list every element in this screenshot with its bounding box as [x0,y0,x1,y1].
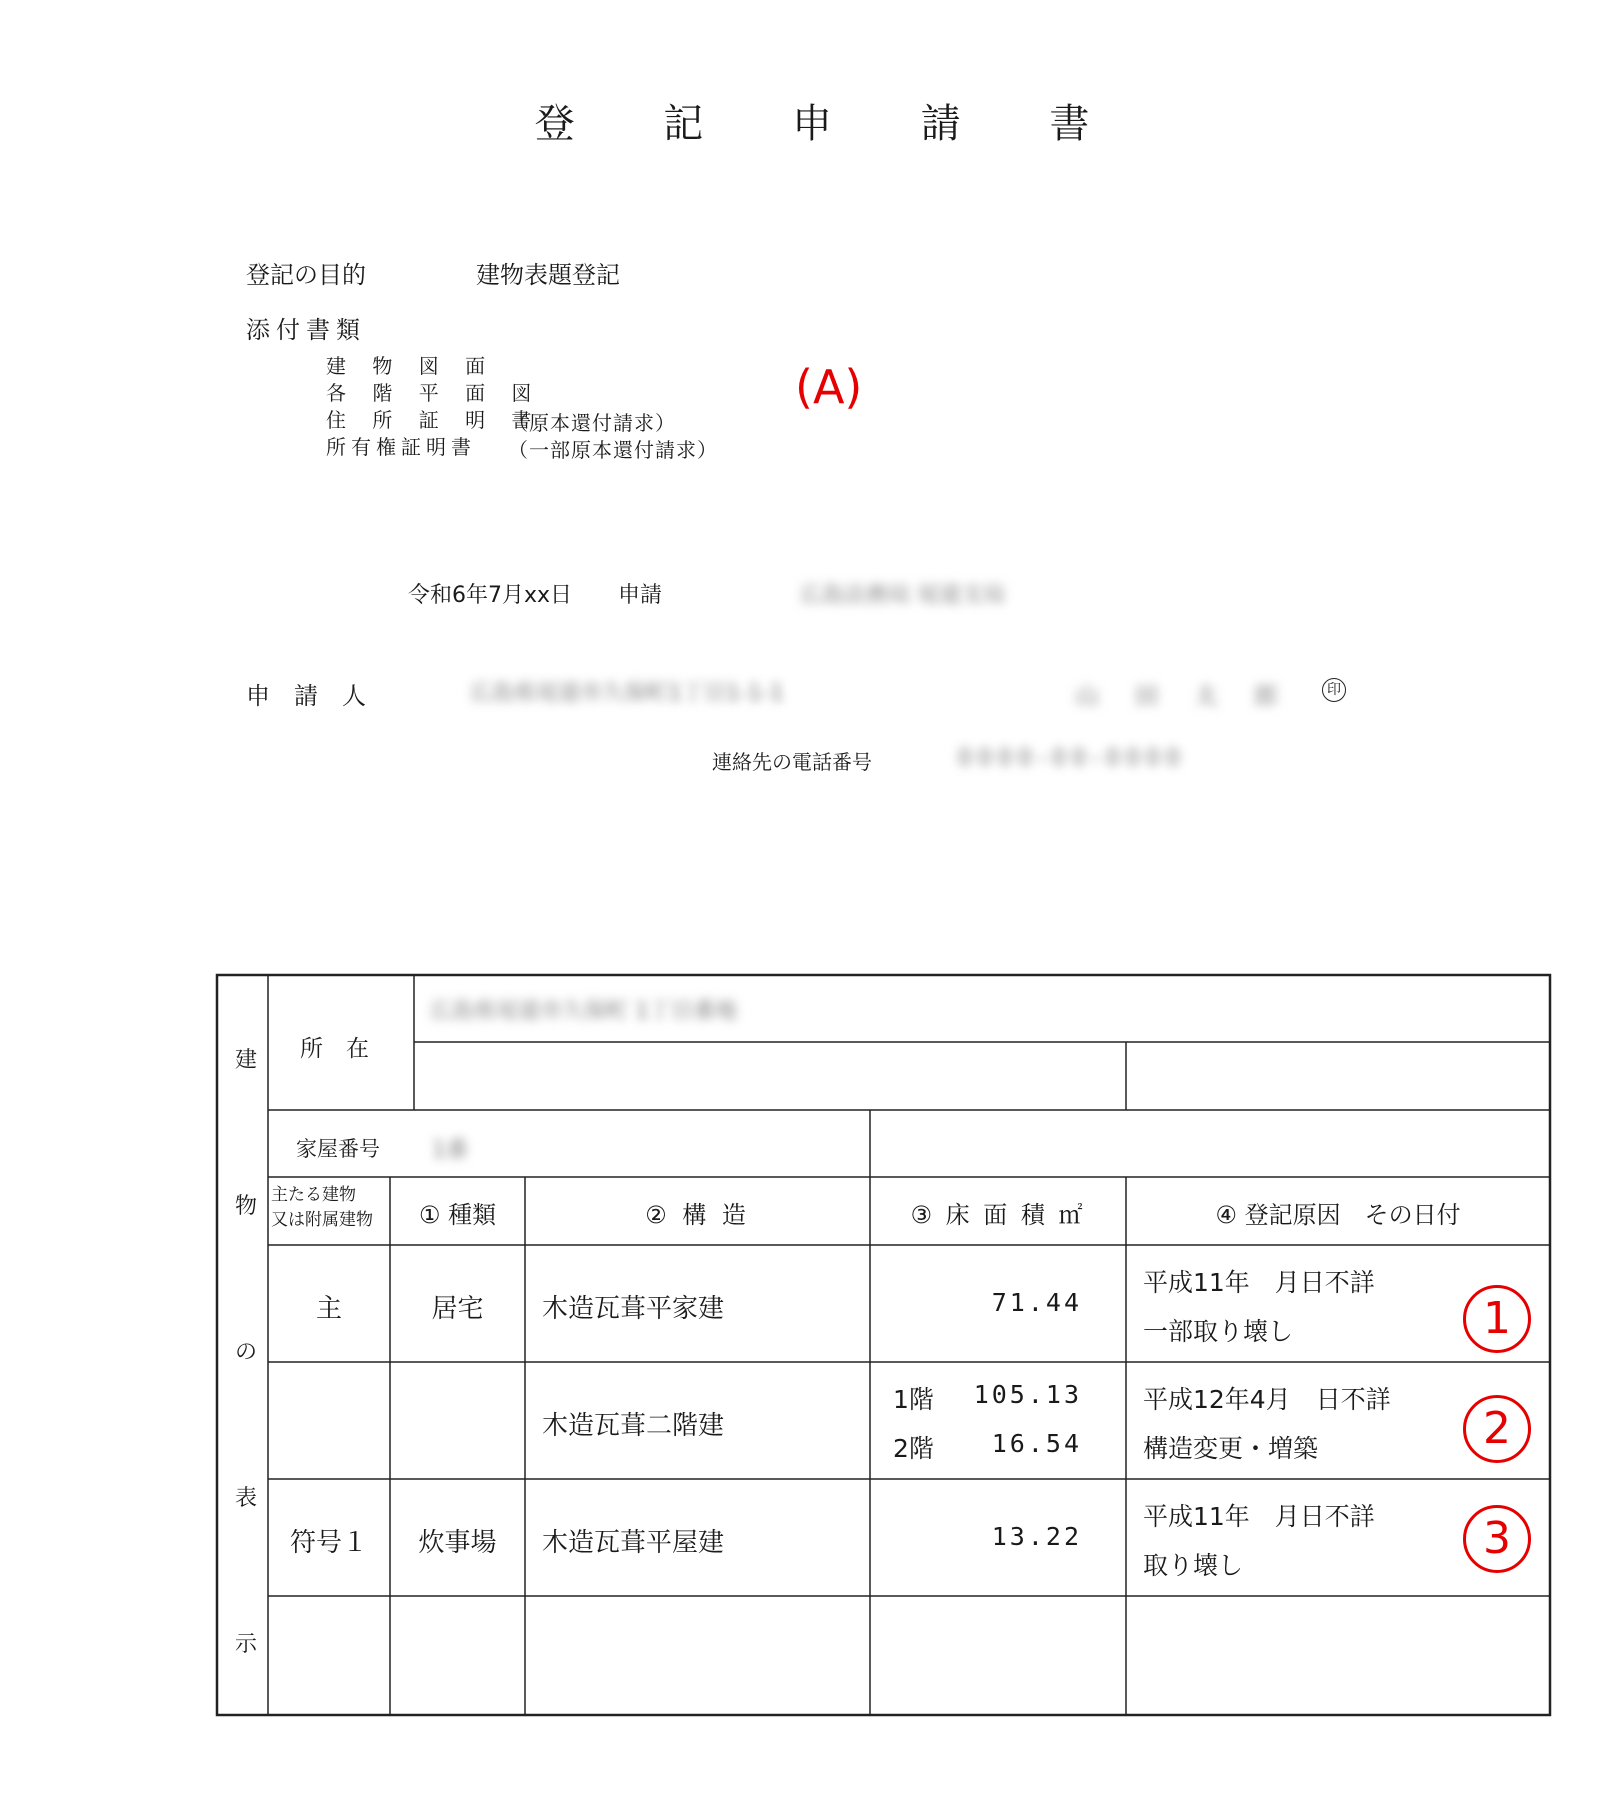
row3-kind: 炊事場 [418,1528,497,1558]
row2-structure: 木造瓦葺二階建 [542,1411,725,1441]
marker-circle-3: 3 [1463,1505,1531,1573]
document-title: 登 記 申 請 書 [534,101,1128,147]
row3-area: 13.22 [991,1522,1082,1551]
col-main-line-2: 又は附属建物 [271,1210,373,1230]
applicant-name-redacted: 山 田 太 郎 [1075,682,1292,710]
location-label: 所 在 [300,1036,369,1062]
applicant-address-redacted: 広島県尾道市久保町1丁目1-1-1 [470,681,784,706]
row2-cause-line1: 平成12年4月 日不詳 [1143,1385,1391,1414]
apply-label: 申請 [618,583,663,608]
col-main-line-1: 主たる建物 [271,1185,356,1205]
purpose-value: 建物表題登記 [476,261,620,289]
row1-cause-line1: 平成11年 月日不詳 [1143,1268,1375,1297]
house-number-label: 家屋番号 [296,1137,380,1161]
col-main-header [271,1183,373,1233]
attachment-2: 各 階 平 面 図 [326,381,542,405]
attachment-4: 所有権証明書 [326,435,476,459]
row1-area: 71.44 [991,1288,1082,1317]
row1-structure: 木造瓦葺平家建 [542,1294,725,1324]
row3-cause-line2: 取り壊し [1143,1551,1244,1580]
attachment-3-note: （原本還付請求） [508,411,676,435]
application-date: 令和6年7月xx日 [408,583,573,608]
row1-kind: 居宅 [431,1294,484,1324]
location-value-redacted: 広島県尾道市久保町 1丁目番地 [430,999,737,1024]
phone-label: 連絡先の電話番号 [712,750,872,774]
marker-a: (A) [795,360,863,414]
applicant-label: 申 請 人 [246,682,366,710]
attachment-3: 住 所 証 明 書 [326,408,542,432]
phone-redacted: 0000-00-0000 [958,746,1186,771]
row3-cause-line1: 平成11年 月日不詳 [1143,1502,1375,1531]
seal-glyph: 印 [1322,678,1346,702]
marker-circle-2: 2 [1463,1395,1531,1463]
side-label-3: の [235,1340,258,1365]
row2-area-floor1: 1階 [893,1385,934,1414]
col-area-header: ③ 床 面 積 ㎡ [910,1201,1086,1229]
row2-area-value1: 105.13 [973,1380,1082,1409]
attachment-4-note: （一部原本還付請求） [508,438,718,462]
col-structure-header: ② 構 造 [645,1201,750,1229]
row2-area-floor2: 2階 [893,1434,934,1463]
house-number-redacted: 1番 [432,1138,468,1163]
row1-main: 主 [315,1294,342,1324]
col-cause-header: ④ 登記原因 その日付 [1215,1201,1461,1229]
attachments-label: 添付書類 [246,316,366,344]
purpose-label: 登記の目的 [246,261,366,289]
attachment-1: 建 物 図 面 [326,354,496,378]
marker-circle-1: 1 [1463,1285,1531,1353]
row2-cause-line2: 構造変更・増築 [1143,1434,1319,1463]
side-label-5: 示 [235,1632,258,1657]
office-redacted: 広島法務局 尾道支局 [800,583,1005,608]
row1-cause-line2: 一部取り壊し [1143,1317,1294,1346]
row3-main: 符号１ [289,1528,368,1558]
col-kind-header: ① 種類 [418,1201,497,1229]
row3-structure: 木造瓦葺平屋建 [542,1528,725,1558]
side-label-1: 建 [235,1048,258,1073]
side-label-2: 物 [235,1194,258,1219]
side-label-4: 表 [235,1486,258,1511]
row2-area-value2: 16.54 [991,1429,1082,1458]
